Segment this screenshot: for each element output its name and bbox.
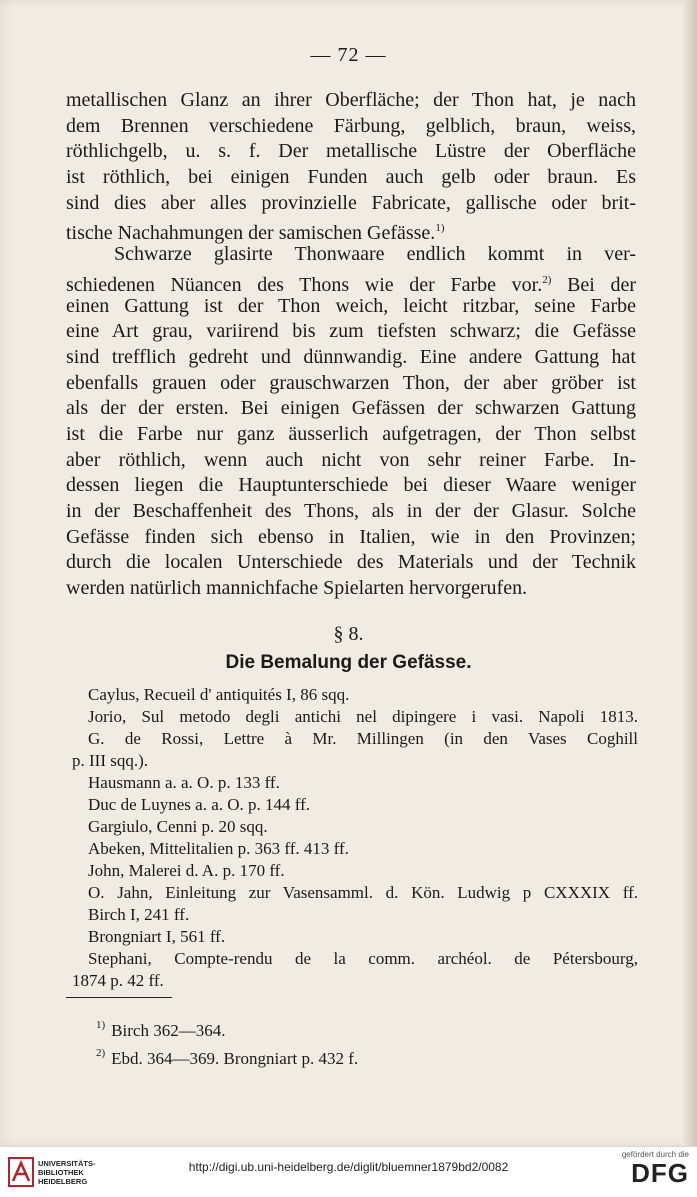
- page-number: — 72 —: [310, 44, 387, 66]
- footnote-divider: [66, 997, 172, 998]
- main-paragraphs: [66, 88, 636, 602]
- text-line: Schwarze glasirte Thonwaare endlich kommt in ver-: [114, 243, 636, 266]
- text-line: sind trefflich gedreht und dünnwandig. Eine andere Gattung hat: [66, 345, 636, 368]
- dfg-wordmark: DFG: [631, 1158, 689, 1188]
- text-line: ist röthlich, bei einigen Funden auch gelb oder braun. Es: [66, 166, 636, 189]
- text-line: [66, 268, 636, 294]
- bibliography-entry: Jorio, Sul metodo degli antichi nel dipingere i vasi. Napoli 1813.: [88, 707, 638, 726]
- dfg-logo[interactable]: [609, 1150, 689, 1194]
- bibliography-entry: Gargiulo, Cenni p. 20 sqq.: [88, 817, 268, 836]
- text-line: werden natürlich mannichfache Spielarten hervorgerufen.: [66, 577, 528, 600]
- bibliography-list: [72, 684, 638, 992]
- bibliography-entry: Brongniart I, 561 ff.: [88, 927, 226, 946]
- bibliography-entry-continuation: 1874 p. 42 ff.: [72, 971, 164, 990]
- footnote-text: Birch 362—364.: [111, 1021, 226, 1040]
- bibliography-entry: Abeken, Mittelitalien p. 363 ff. 413 ff.: [88, 839, 349, 858]
- text-segment: schiedenen Nüancen des Thons wie der Farbe vor.: [66, 273, 543, 296]
- text-line: röthlichgelb, u. s. f. Der metallische Lüstre der Oberfläche: [66, 140, 636, 163]
- text-line: aber röthlich, wenn auch nicht von sehr reiner Farbe. In-: [66, 448, 636, 471]
- text-line: dessen liegen die Hauptunterschiede bei dieser Waare weniger: [66, 474, 636, 497]
- text-line: ist die Farbe nur ganz äusserlich aufgetragen, der Thon selbst: [66, 422, 636, 445]
- footnote: [96, 1042, 602, 1070]
- permalink-url[interactable]: http://digi.ub.uni-heidelberg.de/diglit/bluemner1879bd2/0082: [188, 1160, 509, 1174]
- bibliography-entry: Duc de Luynes a. a. O. p. 144 ff.: [88, 795, 311, 814]
- bibliography-entry: Caylus, Recueil d' antiquités I, 86 sqq.: [88, 685, 350, 704]
- text-line: metallischen Glanz an ihrer Oberfläche; der Thon hat, je nach: [66, 89, 636, 111]
- section-number: § 8.: [333, 623, 364, 645]
- text-line: eine Art grau, variirend bis zum tiefsten schwarz; die Gefässe: [66, 320, 636, 343]
- bibliography-entry: Birch I, 241 ff.: [88, 905, 190, 924]
- dfg-caption: gefördert durch die: [621, 1150, 689, 1159]
- logo-line: BIBLIOTHEK: [38, 1168, 84, 1177]
- footnotes: [96, 1014, 602, 1070]
- footnote: [96, 1014, 602, 1042]
- text-line: einen Gattung ist der Thon weich, leicht ritzbar, seine Farbe: [66, 294, 636, 317]
- footnote-mark: 2): [96, 1047, 106, 1059]
- text-segment: tische Nachahmungen der samischen Gefässe.: [66, 222, 436, 245]
- text-line: Gefässe finden sich ebenso in Italien, wie in den Provinzen;: [66, 525, 636, 548]
- section-title: Die Bemalung der Gefässe.: [225, 652, 472, 673]
- text-line: in der Beschaffenheit des Thons, als in der der Glasur. Solche: [66, 500, 636, 522]
- footnote-ref: 2): [542, 273, 552, 286]
- bibliography-entry-continuation: p. III sqq.).: [72, 751, 149, 770]
- bibliography-entry: O. Jahn, Einleitung zur Vasensamml. d. Kön. Ludwig p CXXXIX ff.: [88, 883, 638, 902]
- footnote-mark: 1): [96, 1019, 106, 1031]
- text-line: ebenfalls grauen oder grauschwarzen Thon, der aber gröber ist: [66, 371, 636, 394]
- footnote-ref: 1): [435, 222, 445, 235]
- logo-line: UNIVERSITÄTS-: [38, 1159, 96, 1168]
- bibliography-entry: John, Malerei d. A. p. 170 ff.: [88, 861, 285, 880]
- text-line: als der der ersten. Bei einigen Gefässen der schwarzen Gattung: [66, 397, 636, 420]
- text-line: [66, 216, 636, 245]
- text-line: durch die localen Unterschiede des Materials und der Technik: [66, 551, 636, 574]
- footnote-text: Ebd. 364—369. Brongniart p. 432 f.: [111, 1049, 359, 1068]
- text-line: dem Brennen verschiedene Färbung, gelblich, braun, weiss,: [66, 114, 636, 137]
- bibliography-entry: Stephani, Compte-rendu de la comm. archéol. de Pétersbourg,: [88, 949, 638, 968]
- bibliography-entry: Hausmann a. a. O. p. 133 ff.: [88, 773, 280, 792]
- logo-line: HEIDELBERG: [38, 1177, 88, 1186]
- bibliography-entry: G. de Rossi, Lettre à Mr. Millingen (in den Vases Coghill: [88, 729, 638, 748]
- text-segment: Bei der: [567, 273, 637, 296]
- page-edge-shadow: [683, 0, 697, 1146]
- text-line: sind dies aber alles provinzielle Fabricate, gallische oder brit-: [66, 191, 636, 214]
